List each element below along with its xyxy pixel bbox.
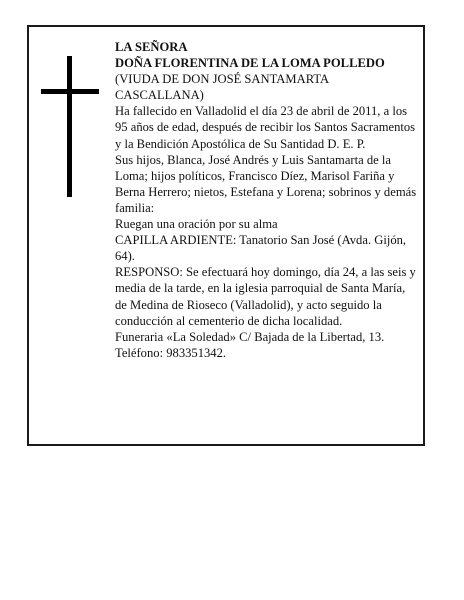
notice-subtitle: (VIUDA DE DON JOSÉ SANTAMARTA CASCALLANA)	[115, 72, 329, 103]
notice-paragraph-chapel: CAPILLA ARDIENTE: Tanatorio San José (Avda. Gijón, 64).	[115, 233, 407, 264]
notice-title-line-1: LA SEÑORA	[115, 40, 188, 54]
cross-horizontal-bar	[41, 89, 99, 94]
notice-title-line-2: DOÑA FLORENTINA DE LA LOMA POLLEDO	[115, 56, 385, 71]
notice-paragraph-responso: RESPONSO: Se efectuará hoy domingo, día 24, a las seis y media de la tarde, en la iglesia parroquial de Santa María, de Medina de Rioseco (Valladolid), y acto seguido la conducción al cementerio de dicha localidad.	[115, 265, 416, 328]
obituary-notice	[27, 25, 425, 446]
notice-paragraph-death: Ha fallecido en Valladolid el día 23 de abril de 2011, a los 95 años de edad, después de recibir los Santos Sacramentos y la Bendición Apostólica de Su Santidad D. E. P.	[115, 104, 416, 151]
cross-icon	[41, 56, 99, 197]
cross-vertical-bar	[67, 56, 72, 197]
notice-paragraph-funeral-home: Funeraria «La Soledad» C/ Bajada de la Libertad, 13. Teléfono: 983351342.	[115, 329, 385, 360]
notice-paragraph-family: Sus hijos, Blanca, José Andrés y Luis Santamarta de la Loma; hijos políticos, Francisco Díez, Marisol Fariña y Berna Herrero; nietos, Estefana y Lorena; sobrinos y demás familia:	[115, 152, 417, 215]
notice-text	[115, 39, 419, 361]
notice-paragraph-prayer: Ruegan una oración por su alma	[115, 217, 278, 232]
